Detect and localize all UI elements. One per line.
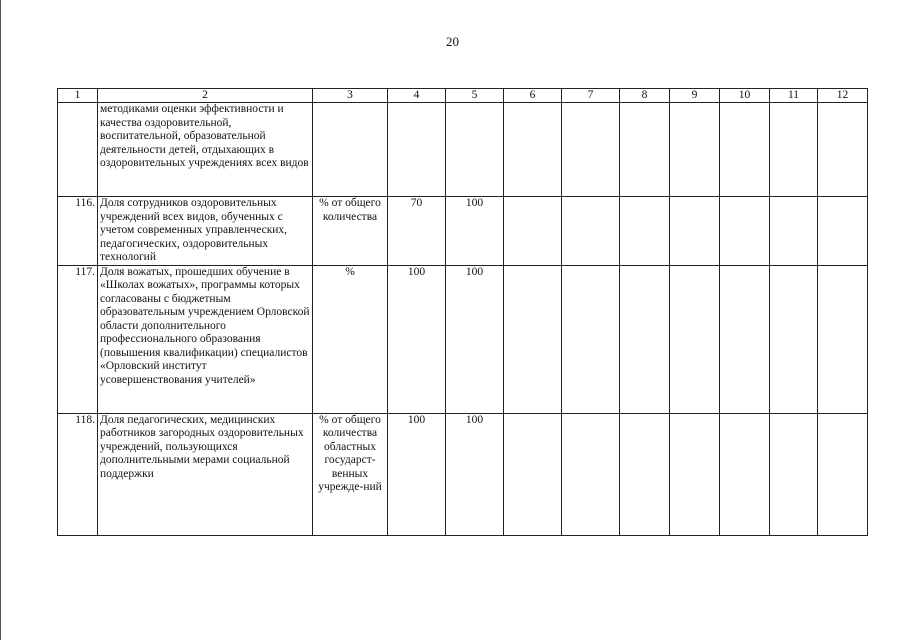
empty-cell [818, 413, 868, 535]
empty-cell [670, 413, 720, 535]
indicator-name: Доля сотрудников оздоровительных учреждений всех видов, обученных с учетом современных управленческих, педагогических, оздоровительных технологий [98, 197, 313, 266]
empty-cell [720, 103, 770, 197]
empty-cell [720, 413, 770, 535]
empty-cell [504, 103, 562, 197]
empty-cell [818, 103, 868, 197]
empty-cell [670, 265, 720, 413]
column-header: 2 [98, 89, 313, 103]
page-left-edge [0, 0, 1, 640]
empty-cell [818, 197, 868, 266]
empty-cell [562, 265, 620, 413]
empty-cell [818, 265, 868, 413]
value-col5: 100 [446, 265, 504, 413]
row-number: 117. [58, 265, 98, 413]
empty-cell [770, 103, 818, 197]
column-header: 1 [58, 89, 98, 103]
value-col4: 100 [388, 413, 446, 535]
empty-cell [670, 103, 720, 197]
value-col4 [388, 103, 446, 197]
table-row [58, 413, 868, 535]
empty-cell [670, 197, 720, 266]
row-number: 118. [58, 413, 98, 535]
value-col5: 100 [446, 197, 504, 266]
row-number [58, 103, 98, 197]
column-header: 6 [504, 89, 562, 103]
column-header: 9 [670, 89, 720, 103]
table-row [58, 197, 868, 266]
column-header: 4 [388, 89, 446, 103]
empty-cell [620, 103, 670, 197]
empty-cell [562, 413, 620, 535]
column-header: 12 [818, 89, 868, 103]
table-header-row [58, 89, 868, 103]
value-col5 [446, 103, 504, 197]
indicator-name: методиками оценки эффективности и качества оздоровительной, воспитательной, образовательной деятельности детей, отдыхающих в оздоровительных учреждениях всех видов [98, 103, 313, 197]
column-header: 10 [720, 89, 770, 103]
indicator-name: Доля вожатых, прошедших обучение в «Школах вожатых», программы которых согласованы с бюджетным образовательным учреждением Орловской области дополнительного профессионального образования (повышения квалификации) специалистов «Орловский институт усовершенствования учителей» [98, 265, 313, 413]
page-number: 20 [446, 34, 459, 49]
empty-cell [562, 197, 620, 266]
value-col4: 70 [388, 197, 446, 266]
unit-of-measure: % от общего количества областных государст-венных учрежде-ний [313, 413, 388, 535]
empty-cell [620, 413, 670, 535]
column-header: 7 [562, 89, 620, 103]
empty-cell [770, 265, 818, 413]
indicator-name: Доля педагогических, медицинских работников загородных оздоровительных учреждений, пользующихся дополнительными мерами социальной поддержки [98, 413, 313, 535]
table-row [58, 265, 868, 413]
empty-cell [620, 197, 670, 266]
empty-cell [504, 413, 562, 535]
unit-of-measure: % [313, 265, 388, 413]
column-header: 3 [313, 89, 388, 103]
column-header: 8 [620, 89, 670, 103]
empty-cell [504, 265, 562, 413]
empty-cell [504, 197, 562, 266]
empty-cell [620, 265, 670, 413]
unit-of-measure: % от общего количества [313, 197, 388, 266]
value-col5: 100 [446, 413, 504, 535]
indicators-table [57, 88, 868, 536]
table-row [58, 103, 868, 197]
value-col4: 100 [388, 265, 446, 413]
empty-cell [720, 197, 770, 266]
empty-cell [562, 103, 620, 197]
column-header: 11 [770, 89, 818, 103]
empty-cell [770, 197, 818, 266]
unit-of-measure [313, 103, 388, 197]
empty-cell [720, 265, 770, 413]
column-header: 5 [446, 89, 504, 103]
row-number: 116. [58, 197, 98, 266]
empty-cell [770, 413, 818, 535]
